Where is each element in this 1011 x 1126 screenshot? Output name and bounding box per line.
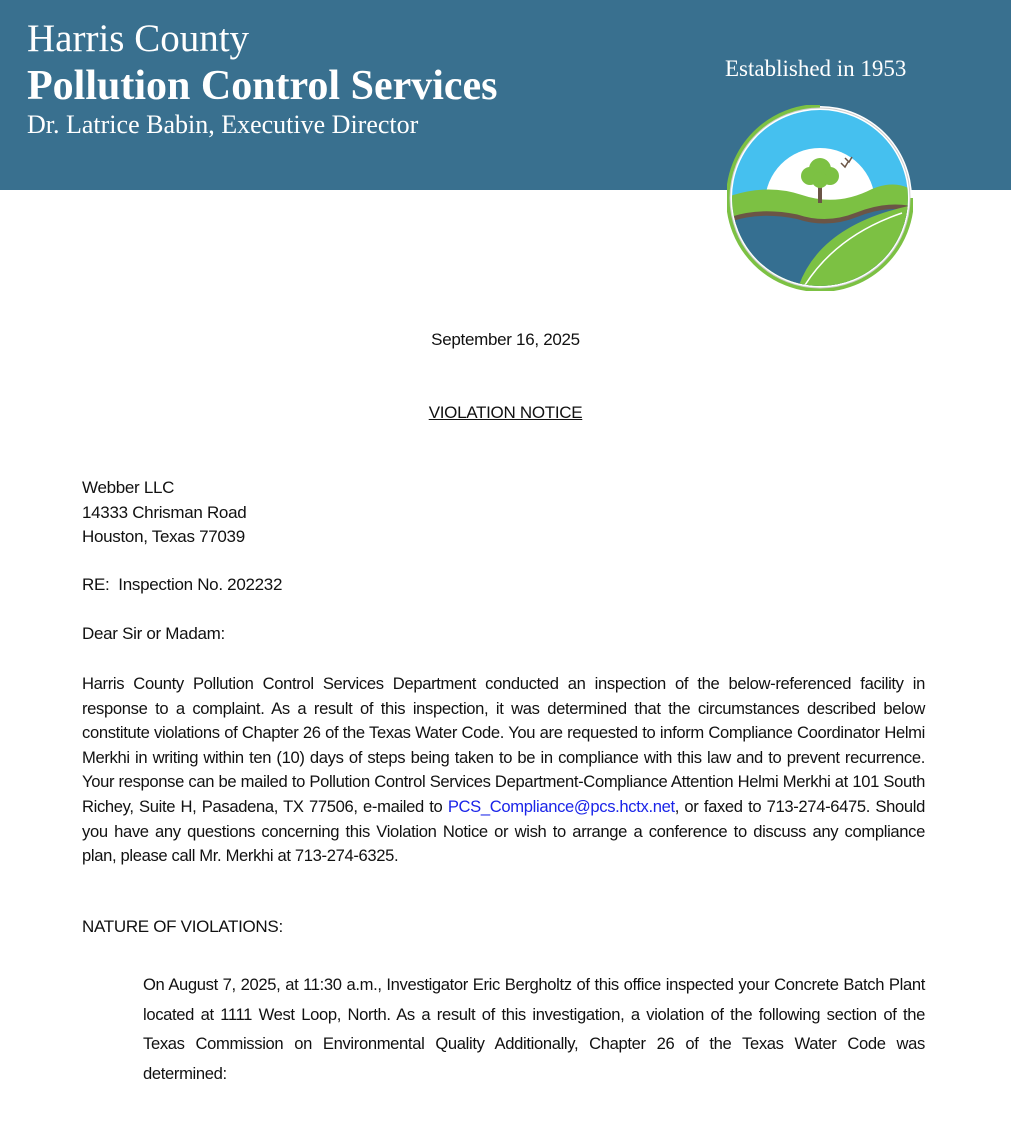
recipient-city: Houston, Texas 77039	[82, 527, 245, 546]
re-line: RE: Inspection No. 202232	[82, 575, 283, 594]
nature-of-violations-heading: NATURE OF VIOLATIONS:	[82, 917, 283, 936]
landscape-tree-water-leaf-icon	[727, 105, 913, 291]
body-text-part2: , or faxed to 713-274-6475. Should you have any questions concerning this Violation Notice or wish to arrange a conference to discuss any compliance plan, please call Mr. Merkhi at 713-274-6325.	[82, 796, 925, 866]
recipient-name: Webber LLC	[82, 478, 175, 497]
executive-director: Dr. Latrice Babin, Executive Director	[27, 110, 419, 139]
salutation: Dear Sir or Madam:	[82, 624, 225, 643]
body-paragraph	[82, 672, 925, 869]
department-name: Pollution Control Services	[27, 63, 498, 109]
compliance-email-link[interactable]: PCS_Compliance@pcs.hctx.net	[447, 796, 675, 816]
notice-title: VIOLATION NOTICE	[428, 403, 583, 422]
recipient-address	[82, 476, 246, 550]
county-name: Harris County	[27, 17, 250, 60]
recipient-street: 14333 Chrisman Road	[82, 502, 247, 522]
body-text-part1: Harris County Pollution Control Services Department conducted an inspection of the below-referenced facility in response to a complaint. As a result of this inspection, it was determined that the circumstances described below constitute violations of Chapter 26 of the Texas Water Code. You are requested to inform Compliance Coordinator Helmi Merkhi in writing within ten (10) days of steps being taken to be in compliance with this law and to prevent recurrence. Your response can be mailed to Pollution Control Services Department-Compliance Attention Helmi Merkhi at 101 South Richey, Suite H, Pasadena, TX 77506, e-mailed to	[82, 674, 925, 816]
established-text: Established in 1953	[725, 56, 907, 81]
letter-date: September 16, 2025	[431, 330, 580, 349]
violation-paragraph: On August 7, 2025, at 11:30 a.m., Investigator Eric Bergholtz of this office inspected your Concrete Batch Plant located at 1111 West Loop, North. As a result of this investigation, a violation of the following section of the Texas Commission on Environmental Quality Additionally, Chapter 26 of the Texas Water Code was determined:	[143, 975, 925, 1083]
